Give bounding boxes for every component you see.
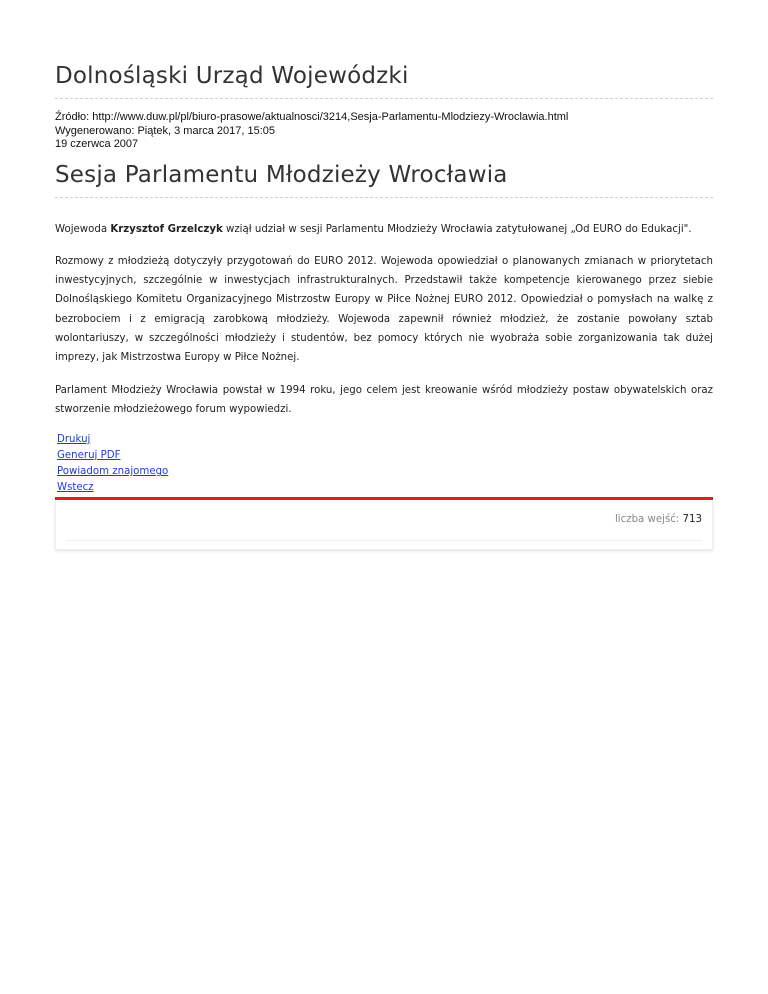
article-paragraph-1	[55, 220, 713, 239]
visit-counter	[615, 514, 702, 525]
site-title: Dolnośląski Urząd Wojewódzki	[55, 63, 409, 89]
generated-timestamp: Wygenerowano: Piątek, 3 marca 2017, 15:05	[55, 124, 276, 137]
visit-counter-value: 713	[682, 514, 702, 526]
p1-suffix: wziął udział w sesji Parlamentu Młodzieży Wrocławia zatytułowanej „Od EURO do Edukacji".	[222, 223, 692, 235]
page	[55, 0, 713, 550]
article-title-divider	[55, 197, 713, 198]
article-paragraph-3: Parlament Młodzieży Wrocławia powstał w 1994 roku, jego celem jest kreowanie wśród młodzieży postaw obywatelskich oraz stworzenie młodzieżowego forum wypowiedzi.	[55, 384, 713, 415]
print-meta	[55, 111, 713, 152]
p1-prefix: Wojewoda	[55, 223, 111, 235]
governor-name: Krzysztof Grzelczyk	[110, 223, 223, 235]
generate-pdf-link[interactable]: Generuj PDF	[57, 450, 121, 462]
visit-counter-label: liczba wejść:	[614, 514, 680, 526]
notify-friend-link[interactable]: Powiadom znajomego	[57, 466, 169, 478]
source-url: Źródło: http://www.duw.pl/pl/biuro-prasowe/aktualnosci/3214,Sesja-Parlamentu-Mlodziezy-Wroclawia.html	[55, 111, 569, 123]
article-title: Sesja Parlamentu Młodzieży Wrocławia	[55, 161, 508, 188]
title-divider	[55, 98, 713, 99]
stats-divider	[66, 540, 702, 541]
article-actions	[55, 432, 713, 496]
back-link[interactable]: Wstecz	[57, 482, 94, 494]
article-date: 19 czerwca 2007	[55, 138, 139, 150]
article-paragraph-2: Rozmowy z młodzieżą dotyczyły przygotowań do EURO 2012. Wojewoda opowiedział o planowanych zmianach w priorytetach inwestycyjnych, szczególnie w inwestycjach infrastrukturalnych. Przedstawił także kompetencje kierowanego przez siebie Dolnośląskiego Komitetu Organizacyjnego Mistrzostw Europy w Piłce Nożnej EURO 2012. Opowiedział o pomysłach na walkę z bezrobociem i z emigracją zarobkową młodzieży. Wojewoda zapewnił również młodzież, że zostanie powołany sztab wolontariuszy, w szczególności młodzieży i studentów, bez pomocy których nie wyobraża sobie zorganizowania tak dużej imprezy, jak Mistrzostwa Europy w Piłce Nożnej.	[55, 255, 713, 364]
print-link[interactable]: Drukuj	[57, 434, 91, 446]
stats-box	[55, 500, 713, 550]
article-content	[55, 220, 713, 420]
